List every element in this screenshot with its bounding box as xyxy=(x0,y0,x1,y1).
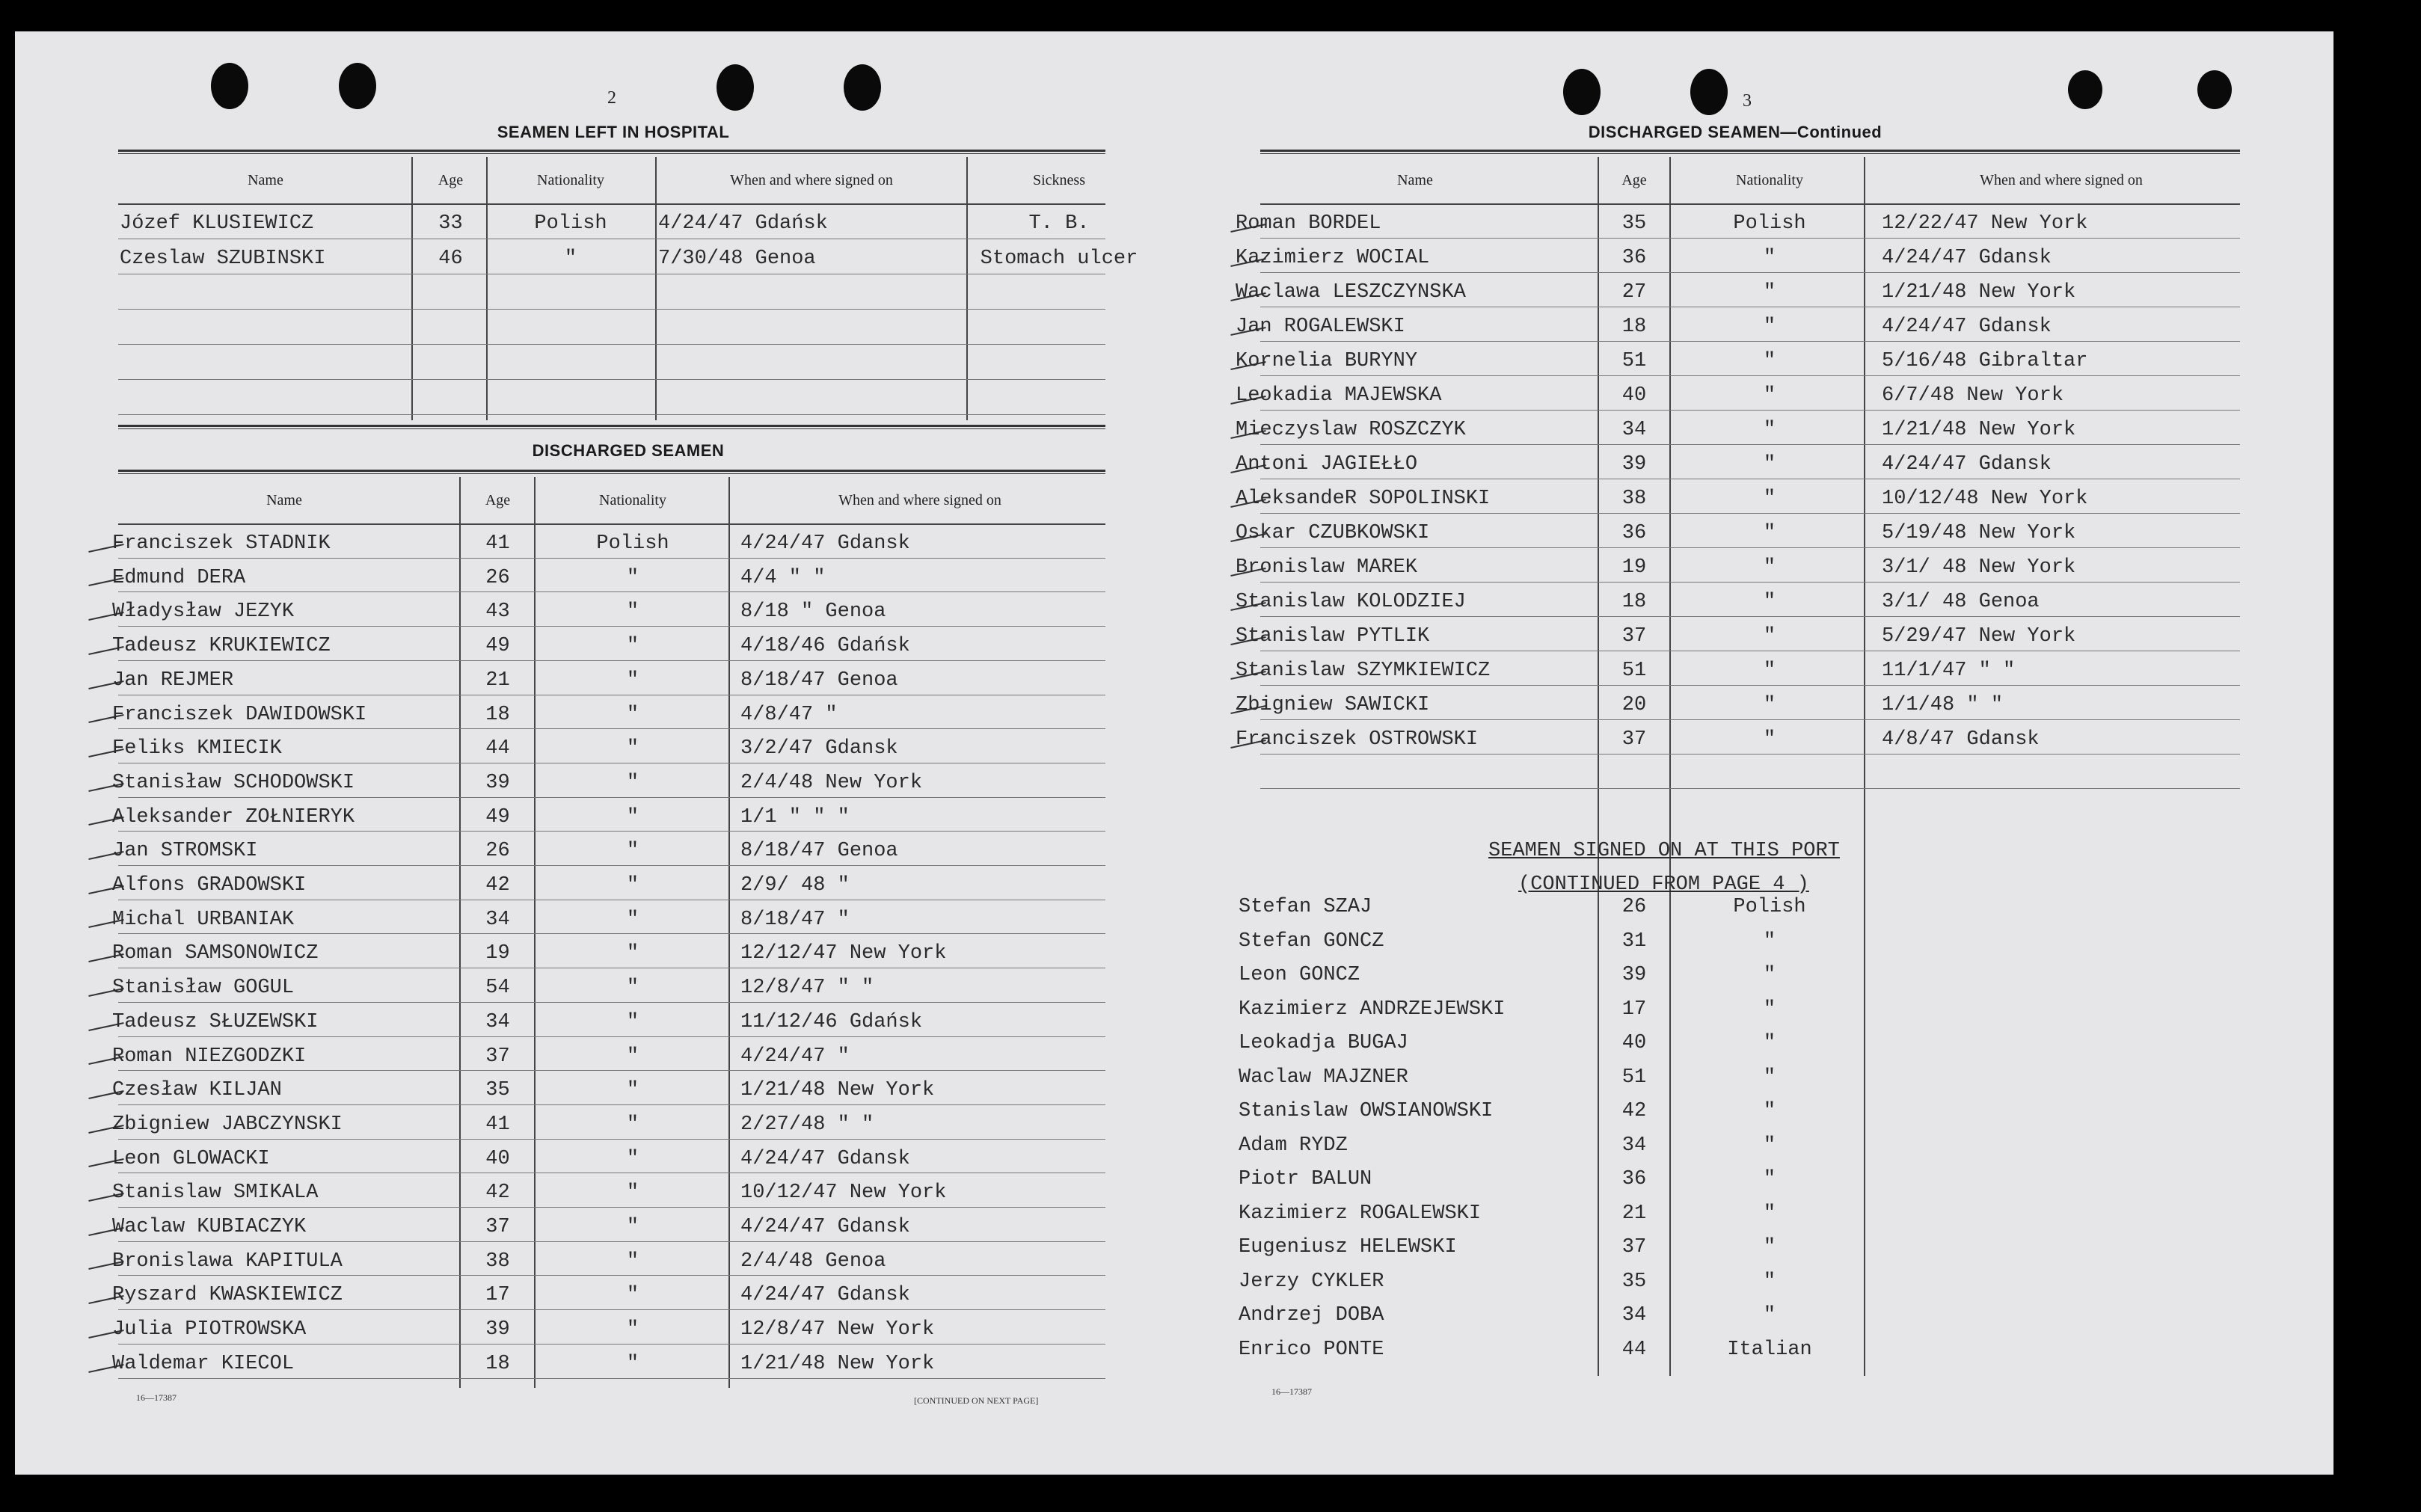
column-header: Name xyxy=(266,492,302,508)
seaman-name: Roman NIEZGODZKI xyxy=(112,1045,307,1068)
age: 18 xyxy=(485,703,510,726)
column-divider xyxy=(1669,157,1671,1376)
nationality: " xyxy=(626,1113,639,1136)
age: 37 xyxy=(485,1045,510,1068)
row-rule xyxy=(118,309,1105,310)
row-rule xyxy=(118,1070,1105,1071)
rule xyxy=(118,425,1105,429)
row-rule xyxy=(1260,754,2240,755)
seaman-name: Czeslaw SZUBINSKI xyxy=(120,248,326,270)
seaman-name: Piotr BALUN xyxy=(1239,1168,1372,1190)
punch-hole xyxy=(211,63,248,109)
signed-on: 4/24/47 Gdansk xyxy=(1882,316,2052,338)
nationality: " xyxy=(626,908,639,931)
nationality: " xyxy=(1763,453,1776,476)
nationality: Italian xyxy=(1727,1338,1812,1361)
signed-on: 4/8/47 Gdansk xyxy=(1882,728,2040,751)
signed-on: 4/4 " " xyxy=(740,566,826,589)
discharged-title: DISCHARGED SEAMEN xyxy=(532,441,725,460)
row-rule xyxy=(1260,341,2240,342)
seaman-name: Stefan SZAJ xyxy=(1239,896,1372,918)
age: 19 xyxy=(1621,556,1647,579)
row-rule xyxy=(118,728,1105,729)
nationality: " xyxy=(626,1045,639,1068)
seaman-name: Franciszek OSTROWSKI xyxy=(1236,728,1479,751)
signed-on: 4/24/47 Gdansk xyxy=(740,532,910,555)
rule xyxy=(1260,150,2240,154)
row-rule xyxy=(118,1309,1105,1310)
signed-on: 2/4/48 Genoa xyxy=(740,1250,886,1273)
nationality: " xyxy=(1763,1304,1776,1327)
age: 36 xyxy=(1621,247,1647,269)
row-rule xyxy=(1260,582,2240,583)
nationality: " xyxy=(626,874,639,897)
signed-on: 12/8/47 " " xyxy=(740,977,874,1000)
punch-hole xyxy=(339,63,376,109)
age: 20 xyxy=(1621,694,1647,716)
nationality: " xyxy=(1763,281,1776,304)
seaman-name: Stanislaw SMIKALA xyxy=(112,1181,319,1205)
row-rule xyxy=(1260,685,2240,686)
age: 34 xyxy=(485,908,510,931)
row-rule xyxy=(1260,238,2240,239)
column-header: Sickness xyxy=(1033,172,1085,188)
signed-on: 8/18/47 " xyxy=(740,908,850,931)
seaman-name: Aleksander ZOŁNIERYK xyxy=(112,805,355,829)
row-rule xyxy=(118,797,1105,798)
nationality: " xyxy=(626,1250,639,1273)
nationality: " xyxy=(1763,929,1776,953)
seaman-name: Stanisław GOGUL xyxy=(112,977,295,1000)
seaman-name: Antoni JAGIEŁŁO xyxy=(1236,453,1418,476)
nationality: " xyxy=(1763,556,1776,579)
seaman-name: Leon GLOWACKI xyxy=(112,1147,270,1170)
row-rule xyxy=(1260,513,2240,514)
nationality: " xyxy=(1763,660,1776,682)
seaman-name: Roman SAMSONOWICZ xyxy=(112,942,319,965)
signed-on: 4/24/47 " xyxy=(740,1045,850,1068)
column-header: Nationality xyxy=(599,492,666,508)
seaman-name: Stanislaw SZYMKIEWICZ xyxy=(1236,660,1491,682)
punch-hole xyxy=(717,64,754,111)
nationality: " xyxy=(626,566,639,589)
column-header: When and where signed on xyxy=(730,172,893,188)
age: 34 xyxy=(485,1010,510,1033)
seaman-name: Leokadja BUGAJ xyxy=(1239,1032,1408,1054)
nationality: " xyxy=(1763,1168,1776,1190)
nationality: " xyxy=(626,1284,639,1307)
nationality: " xyxy=(626,1318,639,1342)
signed-on: 12/22/47 New York xyxy=(1882,212,2088,235)
seaman-name: Bronislawa KAPITULA xyxy=(112,1250,343,1273)
nationality: " xyxy=(626,703,639,726)
column-header: Nationality xyxy=(1736,172,1803,188)
column-divider xyxy=(411,157,413,420)
nationality: " xyxy=(1763,316,1776,338)
signed-on: 1/21/48 New York xyxy=(740,1352,935,1375)
signed-on: 5/16/48 Gibraltar xyxy=(1882,350,2088,372)
nationality: " xyxy=(1763,247,1776,269)
nationality: " xyxy=(626,1181,639,1205)
signed-on: 7/30/48 Genoa xyxy=(658,248,816,270)
age: 40 xyxy=(485,1147,510,1170)
signed-on: 8/18 " Genoa xyxy=(740,600,886,624)
age: 39 xyxy=(485,1318,510,1342)
age: 37 xyxy=(1621,728,1647,751)
signed-on: 10/12/48 New York xyxy=(1882,488,2088,510)
signed-on-subheading: (CONTINUED FROM PAGE 4 ) xyxy=(1518,873,1809,896)
row-rule xyxy=(118,344,1105,345)
nationality: " xyxy=(1763,522,1776,544)
age: 41 xyxy=(485,1113,510,1136)
nationality: " xyxy=(1763,1202,1776,1225)
age: 26 xyxy=(485,840,510,863)
seaman-name: Tadeusz KRUKIEWICZ xyxy=(112,635,331,658)
punch-hole xyxy=(2197,70,2232,109)
age: 49 xyxy=(485,635,510,658)
age: 35 xyxy=(1621,1270,1647,1293)
signed-on: 4/8/47 " xyxy=(740,703,838,726)
signed-on: 4/24/47 Gdansk xyxy=(740,1216,910,1238)
nationality: " xyxy=(1763,625,1776,648)
row-rule xyxy=(118,1207,1105,1208)
age: 37 xyxy=(1621,625,1647,648)
seaman-name: Waldemar KIECOL xyxy=(112,1352,295,1375)
row-rule xyxy=(1260,616,2240,617)
row-rule xyxy=(118,1241,1105,1242)
seaman-name: Waclaw MAJZNER xyxy=(1239,1066,1408,1089)
age: 35 xyxy=(1621,212,1647,235)
nationality: " xyxy=(1763,1032,1776,1054)
column-header: Age xyxy=(1621,172,1647,188)
seaman-name: Franciszek STADNIK xyxy=(112,532,331,555)
nationality: " xyxy=(1763,591,1776,613)
seaman-name: Ryszard KWASKIEWICZ xyxy=(112,1284,343,1307)
nationality: " xyxy=(1763,384,1776,407)
seaman-name: Edmund DERA xyxy=(112,566,246,589)
age: 38 xyxy=(485,1250,510,1273)
row-rule xyxy=(118,1002,1105,1003)
age: 51 xyxy=(1621,1066,1647,1089)
signed-on-heading: SEAMEN SIGNED ON AT THIS PORT xyxy=(1488,840,1840,862)
age: 17 xyxy=(1621,998,1647,1021)
row-rule xyxy=(118,831,1105,832)
seaman-name: Jan REJMER xyxy=(112,669,234,692)
continued-note: [CONTINUED ON NEXT PAGE] xyxy=(914,1395,1039,1406)
seaman-name: Stanislaw KOLODZIEJ xyxy=(1236,591,1466,613)
seaman-name: Kazimierz ANDRZEJEWSKI xyxy=(1239,998,1506,1021)
signed-on: 4/24/47 Gdansk xyxy=(740,1147,910,1170)
signed-on: 8/18/47 Genoa xyxy=(740,840,898,863)
row-rule xyxy=(118,1036,1105,1037)
signed-on: 1/1/48 " " xyxy=(1882,694,2004,716)
nationality: " xyxy=(1763,419,1776,441)
row-rule xyxy=(1260,444,2240,445)
seaman-name: Feliks KMIECIK xyxy=(112,737,282,760)
row-rule xyxy=(1260,410,2240,411)
punch-hole xyxy=(2068,70,2102,109)
nationality: Polish xyxy=(534,212,607,235)
age: 38 xyxy=(1621,488,1647,510)
seaman-name: AleksandeR SOPOLINSKI xyxy=(1236,488,1491,510)
nationality: " xyxy=(1763,964,1776,986)
column-divider xyxy=(966,157,968,420)
column-header: Age xyxy=(485,492,511,508)
row-rule xyxy=(1260,272,2240,273)
row-rule xyxy=(118,414,1105,415)
seaman-name: Jerzy CYKLER xyxy=(1239,1270,1384,1293)
column-header: Name xyxy=(248,172,283,188)
signed-on: 4/24/47 Gdansk xyxy=(740,1284,910,1307)
age: 40 xyxy=(1621,384,1647,407)
age: 34 xyxy=(1621,1304,1647,1327)
signed-on: 12/8/47 New York xyxy=(740,1318,935,1342)
age: 19 xyxy=(485,942,510,965)
nationality: " xyxy=(1763,1100,1776,1122)
seaman-name: Roman BORDEL xyxy=(1236,212,1381,235)
age: 40 xyxy=(1621,1032,1647,1054)
age: 33 xyxy=(438,212,463,235)
row-rule xyxy=(1260,375,2240,376)
signed-on: 8/18/47 Genoa xyxy=(740,669,898,692)
age: 39 xyxy=(1621,964,1647,986)
age: 41 xyxy=(485,532,510,555)
nationality: Polish xyxy=(1733,896,1806,918)
age: 49 xyxy=(485,805,510,829)
column-divider xyxy=(1864,157,1865,1376)
signed-on: 4/24/47 Gdansk xyxy=(1882,453,2052,476)
seaman-name: Bronislaw MAREK xyxy=(1236,556,1418,579)
signed-on: 11/1/47 " " xyxy=(1882,660,2016,682)
signed-on: 2/9/ 48 " xyxy=(740,874,850,897)
signed-on: 5/19/48 New York xyxy=(1882,522,2076,544)
nationality: " xyxy=(626,737,639,760)
punch-hole xyxy=(1563,69,1601,115)
sickness: T. B. xyxy=(1028,212,1090,235)
signed-on: 2/27/48 " " xyxy=(740,1113,874,1136)
nationality: " xyxy=(626,1079,639,1102)
header-rule xyxy=(118,523,1105,525)
age: 42 xyxy=(485,874,510,897)
nationality: " xyxy=(1763,694,1776,716)
nationality: Polish xyxy=(1733,212,1806,235)
row-rule xyxy=(118,558,1105,559)
row-rule xyxy=(1260,788,2240,789)
age: 18 xyxy=(1621,316,1647,338)
signed-on: 1/21/48 New York xyxy=(740,1079,935,1102)
signed-on: 3/1/ 48 New York xyxy=(1882,556,2076,579)
signed-on: 2/4/48 New York xyxy=(740,771,923,794)
seaman-name: Zbigniew SAWICKI xyxy=(1236,694,1430,716)
nationality: " xyxy=(626,805,639,829)
age: 43 xyxy=(485,600,510,624)
nationality: " xyxy=(626,1010,639,1033)
age: 42 xyxy=(485,1181,510,1205)
age: 39 xyxy=(1621,453,1647,476)
seaman-name: Leokadia MAJEWSKA xyxy=(1236,384,1442,407)
punch-hole xyxy=(1690,69,1728,115)
seaman-name: Stanislaw PYTLIK xyxy=(1236,625,1430,648)
column-header: Nationality xyxy=(537,172,604,188)
column-divider xyxy=(459,477,461,1388)
row-rule xyxy=(118,660,1105,661)
nationality: " xyxy=(626,635,639,658)
age: 44 xyxy=(485,737,510,760)
row-rule xyxy=(118,1139,1105,1140)
signed-on: 1/21/48 New York xyxy=(1882,419,2076,441)
form-number: 16—17387 xyxy=(1271,1386,1312,1397)
seaman-name: Czesław KILJAN xyxy=(112,1079,282,1102)
age: 26 xyxy=(485,566,510,589)
hospital-title: SEAMEN LEFT IN HOSPITAL xyxy=(497,123,730,141)
signed-on: 1/1 " " " xyxy=(740,805,850,829)
nationality: " xyxy=(626,669,639,692)
signed-on: 10/12/47 New York xyxy=(740,1181,947,1205)
signed-on: 12/12/47 New York xyxy=(740,942,947,965)
punch-hole xyxy=(844,64,881,111)
seaman-name: Jan ROGALEWSKI xyxy=(1236,316,1405,338)
signed-on: 4/24/47 Gdańsk xyxy=(658,212,828,235)
nationality: " xyxy=(1763,1236,1776,1259)
signed-on: 3/1/ 48 Genoa xyxy=(1882,591,2040,613)
row-rule xyxy=(118,1378,1105,1379)
nationality: " xyxy=(1763,728,1776,751)
age: 36 xyxy=(1621,522,1647,544)
seaman-name: Andrzej DOBA xyxy=(1239,1304,1384,1327)
age: 21 xyxy=(1621,1202,1647,1225)
nationality: " xyxy=(564,248,577,270)
signed-on: 1/21/48 New York xyxy=(1882,281,2076,304)
age: 21 xyxy=(485,669,510,692)
age: 31 xyxy=(1621,929,1647,953)
column-header: Name xyxy=(1397,172,1433,188)
nationality: " xyxy=(1763,1134,1776,1157)
nationality: " xyxy=(626,1147,639,1170)
age: 27 xyxy=(1621,281,1647,304)
nationality: " xyxy=(626,600,639,624)
column-header: Age xyxy=(438,172,464,188)
page-number: 3 xyxy=(1743,91,1752,111)
column-divider xyxy=(486,157,488,420)
row-rule xyxy=(118,933,1105,934)
nationality: " xyxy=(626,1216,639,1238)
age: 18 xyxy=(1621,591,1647,613)
seaman-name: Waclawa LESZCZYNSKA xyxy=(1236,281,1466,304)
seaman-name: Kazimierz ROGALEWSKI xyxy=(1239,1202,1482,1225)
signed-on: 6/7/48 New York xyxy=(1882,384,2064,407)
signed-on: 11/12/46 Gdańsk xyxy=(740,1010,923,1033)
age: 51 xyxy=(1621,350,1647,372)
age: 37 xyxy=(485,1216,510,1238)
column-header: When and where signed on xyxy=(838,492,1001,508)
row-rule xyxy=(118,865,1105,866)
age: 54 xyxy=(485,977,510,1000)
nationality: " xyxy=(626,977,639,1000)
seaman-name: Julia PIOTROWSKA xyxy=(112,1318,307,1342)
seaman-name: Kornelia BURYNY xyxy=(1236,350,1418,372)
nationality: " xyxy=(1763,1066,1776,1089)
age: 34 xyxy=(1621,419,1647,441)
seaman-name: Oskar CZUBKOWSKI xyxy=(1236,522,1430,544)
seaman-name: Stanislaw OWSIANOWSKI xyxy=(1239,1100,1494,1122)
seaman-name: Józef KLUSIEWICZ xyxy=(120,212,314,235)
page-number: 2 xyxy=(607,88,616,108)
rule xyxy=(118,470,1105,474)
column-divider xyxy=(655,157,657,420)
seaman-name: Adam RYDZ xyxy=(1239,1134,1348,1157)
seaman-name: Eugeniusz HELEWSKI xyxy=(1239,1236,1457,1259)
seaman-name: Enrico PONTE xyxy=(1239,1338,1384,1361)
discharged-continued-title: DISCHARGED SEAMEN—Continued xyxy=(1588,123,1883,141)
age: 18 xyxy=(485,1352,510,1375)
form-number: 16—17387 xyxy=(136,1392,177,1403)
header-rule xyxy=(1260,203,2240,205)
row-rule xyxy=(118,626,1105,627)
seaman-name: Kazimierz WOCIAL xyxy=(1236,247,1430,269)
seaman-name: Władysław JEZYK xyxy=(112,600,295,624)
header-rule xyxy=(118,203,1105,205)
age: 34 xyxy=(1621,1134,1647,1157)
column-divider xyxy=(1598,157,1599,1376)
nationality: " xyxy=(626,1352,639,1375)
seaman-name: Alfons GRADOWSKI xyxy=(112,874,307,897)
nationality: " xyxy=(1763,1270,1776,1293)
nationality: " xyxy=(626,942,639,965)
row-rule xyxy=(118,1275,1105,1276)
seaman-name: Stanisław SCHODOWSKI xyxy=(112,771,355,794)
age: 17 xyxy=(485,1284,510,1307)
seaman-name: Stefan GONCZ xyxy=(1239,929,1384,953)
row-rule xyxy=(1260,719,2240,720)
age: 51 xyxy=(1621,660,1647,682)
nationality: " xyxy=(626,771,639,794)
signed-on: 4/24/47 Gdansk xyxy=(1882,247,2052,269)
signed-on: 3/2/47 Gdansk xyxy=(740,737,898,760)
sickness: Stomach ulcer xyxy=(980,248,1138,270)
age: 46 xyxy=(438,248,463,270)
nationality: " xyxy=(1763,998,1776,1021)
row-rule xyxy=(118,1104,1105,1105)
age: 36 xyxy=(1621,1168,1647,1190)
rule xyxy=(118,150,1105,154)
seaman-name: Jan STROMSKI xyxy=(112,840,258,863)
age: 37 xyxy=(1621,1236,1647,1259)
seaman-name: Michal URBANIAK xyxy=(112,908,295,931)
seaman-name: Zbigniew JABCZYNSKI xyxy=(112,1113,343,1136)
nationality: " xyxy=(1763,488,1776,510)
seaman-name: Tadeusz SŁUZEWSKI xyxy=(112,1010,319,1033)
age: 39 xyxy=(485,771,510,794)
age: 35 xyxy=(485,1079,510,1102)
row-rule xyxy=(118,591,1105,592)
age: 44 xyxy=(1621,1338,1647,1361)
age: 42 xyxy=(1621,1100,1647,1122)
column-header: When and where signed on xyxy=(1980,172,2143,188)
age: 26 xyxy=(1621,896,1647,918)
nationality: Polish xyxy=(596,532,669,555)
seaman-name: Leon GONCZ xyxy=(1239,964,1360,986)
seaman-name: Franciszek DAWIDOWSKI xyxy=(112,703,367,726)
seaman-name: Waclaw KUBIACZYK xyxy=(112,1216,307,1238)
row-rule xyxy=(118,379,1105,380)
seaman-name: Mieczyslaw ROSZCZYK xyxy=(1236,419,1466,441)
nationality: " xyxy=(1763,350,1776,372)
row-rule xyxy=(1260,547,2240,548)
signed-on: 4/18/46 Gdańsk xyxy=(740,635,910,658)
signed-on: 5/29/47 New York xyxy=(1882,625,2076,648)
nationality: " xyxy=(626,840,639,863)
